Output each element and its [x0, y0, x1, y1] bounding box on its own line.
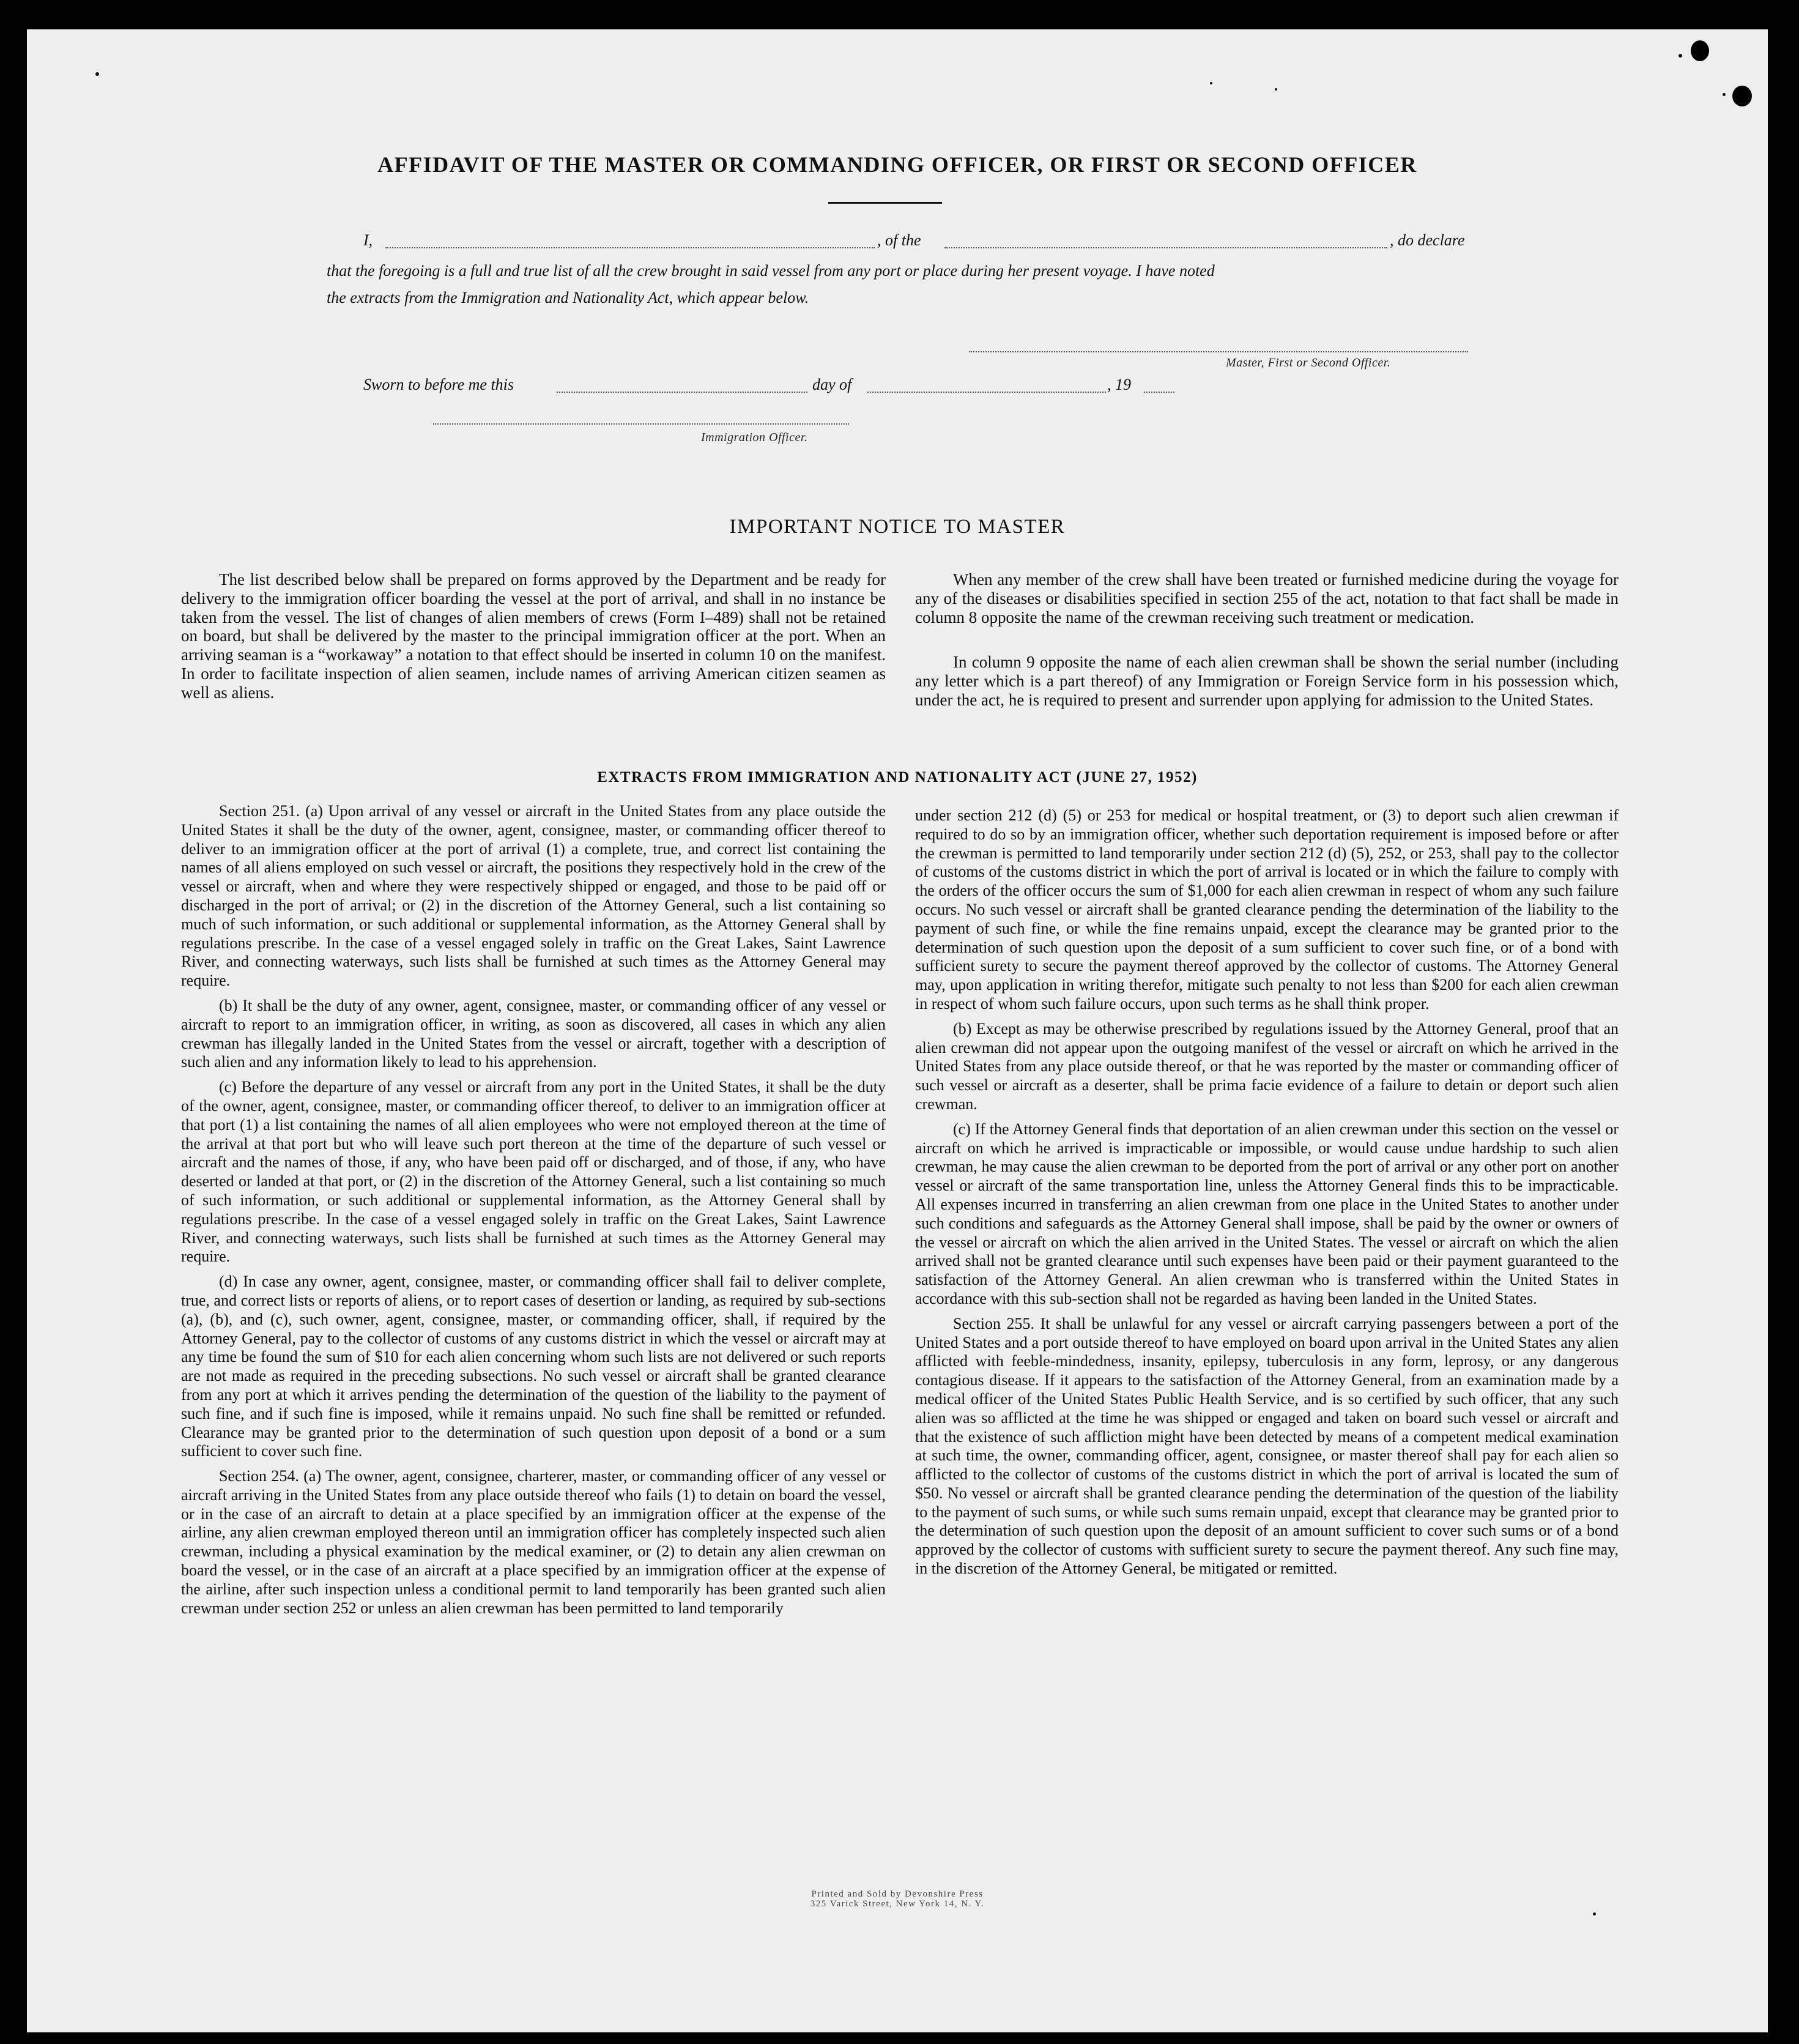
section-251-a: Section 251. (a) Upon arrival of any vessel or aircraft in the United States from any place outside the United States it shall be the duty of the owner, agent, consignee, master, or commanding officer thereof to deliver to an immigration officer at the port of arrival (1) a complete, true, and correct list containing the names of all aliens employed on such vessel or aircraft, the positions they respectively hold in the crew of the vessel or aircraft, when and where they were respectively shipped or engaged, and those to be paid off or discharged in the port of arrival; or (2) in the discretion of the Attorney General, such a list containing so much of such information, or such additional or supplemental information, as the Attorney General shall by regulations prescribe. In the case of a vessel engaged solely in traffic on the Great Lakes, Saint Lawrence River, and connecting waterways, such lists shall be furnished at such times as the Attorney General may require.	[181, 802, 886, 990]
document-page	[27, 29, 1768, 2032]
section-254-c: (c) If the Attorney General finds that deportation of an alien crewman under this section on the vessel or aircraft on which he arrived is impracticable or impossible, or would cause undue hardship to such alien crewman, he may cause the alien crewman to be deported from the port of arrival or any other port on another vessel or aircraft of the same transportation line, unless the Attorney General finds this to be impracticable. All expenses incurred in transferring an alien crewman from one place in the United States to another under such conditions and safeguards as the Attorney General shall impose, shall be paid by the owner or owners of the vessel or aircraft on which the alien arrived in the United States. The vessel or aircraft on which the alien arrived shall not be granted clearance until such expenses have been paid or their payment guaranteed to the satisfaction of the Attorney General. An alien crewman who is transferred within the United States in accordance with this sub-section shall not be regarded as having been landed in the United States.	[915, 1120, 1619, 1307]
scan-speck	[1723, 93, 1726, 96]
printer-line-2: 325 Varick Street, New York 14, N. Y.	[810, 1899, 985, 1909]
section-251-d: (d) In case any owner, agent, consignee, master, or commanding officer shall fail to deliver complete, true, and correct lists or reports of aliens, or to report cases of desertion or landing, as required by sub-sections (a), (b), and (c), such owner, agent, consignee, master, or commanding officer, shall, if required by the Attorney General, pay to the collector of customs of any customs district in which the vessel or aircraft may at any time be found the sum of $10 for each alien concerning whom such lists are not delivered or such reports are not made as required in the preceding subsections. No such vessel or aircraft shall be granted clearance from any port at which it arrives pending the determination of the question of the liability to the payment of such fine, and if such fine is imposed, while it remains unpaid. No such fine shall be remitted or refunded. Clearance may be granted prior to the determination of such question upon deposit of a bond or a sum sufficient to cover such fine.	[181, 1273, 886, 1460]
do-declare-label: , do declare	[1390, 231, 1465, 249]
section-255: Section 255. It shall be unlawful for any vessel or aircraft carrying passengers between a port of the United States and a port outside thereof to have employed on board upon arrival in the United States any alien afflicted with feeble-mindedness, insanity, epilepsy, tuberculosis in any form, leprosy, or any dangerous contagious disease. If it appears to the satisfaction of the Attorney General, from an examination made by a medical officer of the United States Public Health Service, and is so certified by such officer, that any such alien was so afflicted at the time he was shipped or engaged and taken on board such vessel or aircraft and that the existence of such affliction might have been detected by means of a competent medical examination at such time, the owner, commanding officer, agent, consignee, or master thereof shall pay for each alien so afflicted to the collector of customs of the customs district in which the port of arrival is located the sum of $50. No vessel or aircraft shall be granted clearance pending the determination of the question of the liability to the payment of such sums, or while such sums remain unpaid, except that clearance may be granted prior to the determination of such question upon the deposit of an amount sufficient to cover such sums or of a bond approved by the collector of customs with sufficient surety to secure the payment thereof. Any such fine may, in the discretion of the Attorney General, be mitigated or remitted.	[915, 1314, 1619, 1578]
section-254-b: (b) Except as may be otherwise prescribed by regulations issued by the Attorney General, proof that an alien crewman did not appear upon the outgoing manifest of the vessel or aircraft on which he arrived in the United States from any place outside thereof, or that he was reported by the master or commanding officer of such vessel or aircraft as a deserter, shall be prima facie evidence of a failure to detain or deport such alien crewman.	[915, 1019, 1619, 1113]
immigration-officer-signature-field[interactable]	[433, 423, 849, 425]
notice-heading: IMPORTANT NOTICE TO MASTER	[729, 516, 1066, 538]
day-of-label: day of	[812, 376, 852, 393]
immigration-officer-caption: Immigration Officer.	[701, 431, 808, 444]
extracts-left-column	[181, 802, 886, 1624]
extracts-right-column	[915, 806, 1619, 1585]
title-divider	[828, 202, 942, 204]
extracts-heading: EXTRACTS FROM IMMIGRATION AND NATIONALITY ACT (JUNE 27, 1952)	[597, 769, 1198, 786]
printer-line-1: Printed and Sold by Devonshire Press	[811, 1889, 984, 1899]
declaration-line-3: the extracts from the Immigration and Nationality Act, which appear below.	[327, 289, 809, 307]
section-251-c: (c) Before the departure of any vessel or aircraft from any port in the United States, it shall be the duty of the owner, agent, consignee, master, or commanding officer thereof, to deliver to an immigration officer at that port (1) a list containing the names of all alien employees who were not employed thereon at the time of the arrival at that port but who will leave such port thereon at the time of the departure of such vessel or aircraft and the names of those, if any, who have been paid off or discharged, and of those, if any, who have deserted or landed at that port, or (2) in the discretion of the Attorney General, such a list containing so much of such information, or such additional or supplemental information, as the Attorney General shall by regulations prescribe. In the case of a vessel engaged solely in traffic on the Great Lakes, Saint Lawrence River, and connecting waterways, such lists shall be furnished at such times as the Attorney General may require.	[181, 1078, 886, 1266]
notice-right-paragraph-1: When any member of the crew shall have been treated or furnished medicine during the voyage for any of the diseases or disabilities specified in section 255 of the act, notation to that fact shall be made in column 8 opposite the name of the crewman receiving such treatment or medication.	[915, 570, 1619, 626]
declarant-label: I,	[363, 231, 373, 249]
scan-speck	[1593, 1912, 1596, 1916]
master-signature-field[interactable]	[969, 351, 1468, 352]
sworn-year-field[interactable]	[1144, 392, 1174, 393]
affidavit-title: AFFIDAVIT OF THE MASTER OR COMMANDING OFFICER, OR FIRST OR SECOND OFFICER	[377, 152, 1417, 177]
scan-speck	[1210, 82, 1212, 84]
master-signature-caption: Master, First or Second Officer.	[1226, 356, 1391, 370]
scan-speck	[1678, 54, 1682, 58]
scan-speck	[1691, 40, 1709, 61]
notice-right-paragraph-2: In column 9 opposite the name of each alien crewman shall be shown the serial number (including any letter which is a part thereof) of any Immigration or Foreign Service form in his possession which, under the act, he is required to present and surrender upon applying for admission to the United States.	[915, 653, 1619, 709]
declarant-name-field[interactable]	[385, 247, 875, 248]
sworn-month-field[interactable]	[867, 392, 1106, 393]
declaration-line-2: that the foregoing is a full and true list of all the crew brought in said vessel from any port or place during her present voyage. I have noted	[327, 262, 1215, 280]
vessel-name-field[interactable]	[944, 247, 1387, 248]
section-254-a: Section 254. (a) The owner, agent, consignee, charterer, master, or commanding officer of any vessel or aircraft arriving in the United States from any place outside thereof who fails (1) to detain on board the vessel, or in the case of an aircraft to detain at a place specified by an immigration officer at the expense of the airline, any alien crewman employed thereon until an immigration officer has completely inspected such alien crewman, including a physical examination by the medical examiner, or (2) to detain any alien crewman on board the vessel, or in the case of an aircraft at a place specified by an immigration officer at the expense of the airline, after such inspection unless a conditional permit to land temporarily has been granted such alien crewman under section 252 or unless an alien crewman has been permitted to land temporarily	[181, 1467, 886, 1617]
sworn-label: Sworn to before me this	[363, 376, 514, 393]
section-251-b: (b) It shall be the duty of any owner, agent, consignee, master, or commanding officer of any vessel or aircraft to report to an immigration officer, in writing, as soon as discovered, all cases in which any alien crewman has illegally landed in the United States from the vessel or aircraft, together with a description of such alien and any information likely to lead to his apprehension.	[181, 996, 886, 1071]
scan-speck	[1275, 88, 1277, 91]
scan-speck	[1732, 86, 1752, 106]
section-254-a-continued: under section 212 (d) (5) or 253 for medical or hospital treatment, or (3) to deport such alien crewman if required to do so by an immigration officer, whether such deportation requirement is imposed before or after the crewman is permitted to land temporarily under section 212 (d) (5), 252, or 253, shall pay to the collector of customs of the customs district in which the port of arrival is located or in which the failure to comply with the orders of the officer occurs the sum of $1,000 for each alien crewman in respect of whom any such failure occurs. No such vessel or aircraft shall be granted clearance pending the determination of the liability to the payment of such fine, or while the fine remains unpaid, except the clearance may be granted prior to the determination of such question upon the deposit of a sum sufficient to cover such fine, or of a bond with sufficient surety to secure the payment thereof approved by the collector of customs. The Attorney General may, upon application in writing therefor, mitigate such penalty to not less than $200 for each alien crewman in respect of whom such failure occurs, upon such terms as he shall think proper.	[915, 806, 1619, 1013]
of-the-label: , of the	[877, 231, 921, 249]
scan-speck	[95, 72, 99, 76]
notice-left-paragraph: The list described below shall be prepared on forms approved by the Department and be ready for delivery to the immigration officer boarding the vessel at the port of arrival, and shall in no instance be taken from the vessel. The list of changes of alien members of crews (Form I–489) shall not be retained on board, but shall be delivered by the master to the principal immigration officer at the port. When an arriving seaman is a “workaway” a notation to that effect should be inserted in column 10 on the manifest. In order to facilitate inspection of alien seamen, include names of arriving American citizen seamen as well as aliens.	[181, 570, 886, 702]
year-label: , 19	[1107, 376, 1131, 393]
sworn-day-field[interactable]	[557, 392, 807, 393]
printer-imprint	[27, 1889, 1768, 1909]
